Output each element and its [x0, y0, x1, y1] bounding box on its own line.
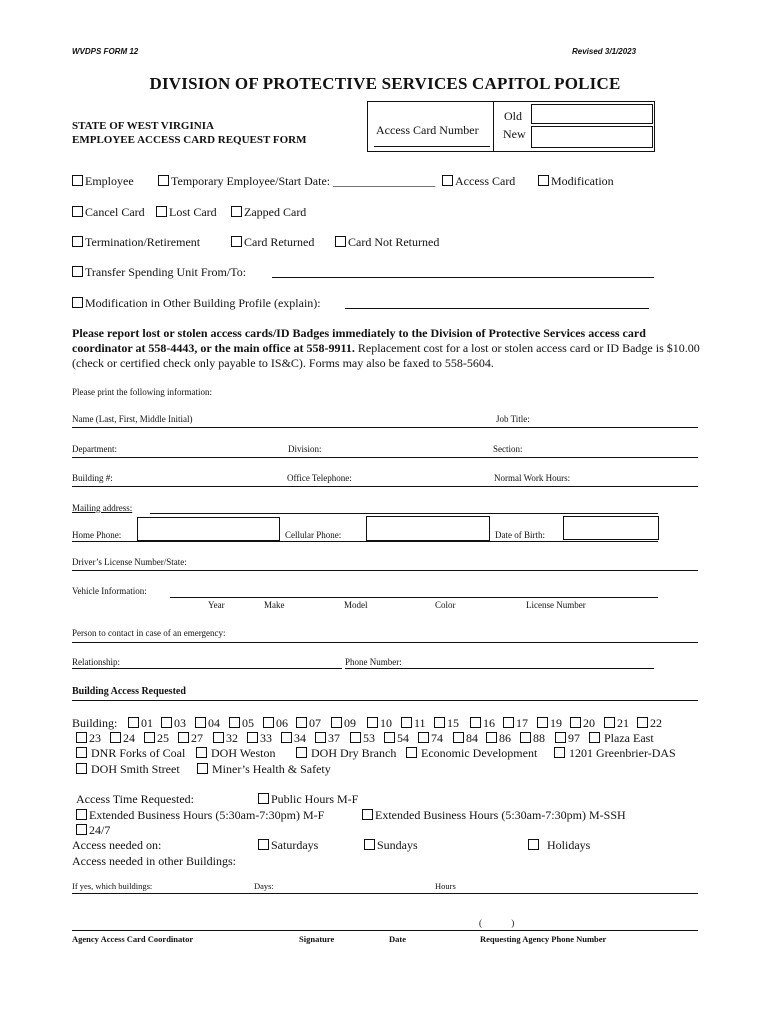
- access-card-number-label: Access Card Number: [376, 123, 479, 137]
- building-option-23[interactable]: [76, 731, 101, 746]
- building-option-11[interactable]: [401, 716, 426, 731]
- building-label: Building #:: [72, 473, 113, 483]
- extended-mf-checkbox[interactable]: [76, 809, 87, 820]
- old-card-number-field[interactable]: [531, 104, 653, 124]
- building-option-22[interactable]: [637, 716, 662, 731]
- building-option-20[interactable]: [570, 716, 595, 731]
- building-option-label: 97: [568, 731, 580, 745]
- division-label: Division:: [288, 444, 322, 454]
- agency-phone-label: Requesting Agency Phone Number: [480, 934, 607, 944]
- always-option[interactable]: 24/7: [76, 823, 110, 838]
- phone-row-underline: [72, 541, 658, 542]
- building-checkbox-19[interactable]: [537, 717, 548, 728]
- which-buildings-field[interactable]: [72, 893, 698, 894]
- building-option-label: 25: [157, 731, 169, 745]
- building-option-economic-development[interactable]: [406, 746, 537, 761]
- building-option-label: 07: [309, 716, 321, 730]
- building-checkbox-25[interactable]: [144, 732, 155, 743]
- building-option-label: 09: [344, 716, 356, 730]
- building-option-label: 16: [483, 716, 495, 730]
- building-checkbox-15[interactable]: [434, 717, 445, 728]
- building-option-label: 33: [260, 731, 272, 745]
- office-phone-label: Office Telephone:: [287, 473, 352, 483]
- building-option-label: 86: [499, 731, 511, 745]
- building-checkbox-84[interactable]: [453, 732, 464, 743]
- building-option-label: 06: [276, 716, 288, 730]
- card-not-returned-checkbox[interactable]: [335, 236, 346, 247]
- saturdays-checkbox[interactable]: [258, 839, 269, 850]
- building-checkbox-plaza-east[interactable]: [589, 732, 600, 743]
- days-label: Days:: [254, 881, 274, 891]
- transfer-checkbox[interactable]: [72, 266, 83, 277]
- vehicle-model-label: Model: [344, 600, 368, 610]
- job-title-label: Job Title:: [496, 414, 530, 424]
- extended-mf-option[interactable]: Extended Business Hours (5:30am-7:30pm) M-F: [76, 808, 324, 823]
- building-checkbox-20[interactable]: [570, 717, 581, 728]
- name-label: Name (Last, First, Middle Initial): [72, 414, 193, 424]
- building-option-04[interactable]: [195, 716, 220, 731]
- termination-option[interactable]: Termination/Retirement: [72, 235, 200, 250]
- vehicle-color-label: Color: [435, 600, 456, 610]
- sundays-checkbox[interactable]: [364, 839, 375, 850]
- building-checkbox-miner-s-health-safety[interactable]: [197, 763, 208, 774]
- building-option-label: DOH Weston: [211, 746, 276, 760]
- public-hours-checkbox[interactable]: [258, 793, 269, 804]
- card-returned-checkbox[interactable]: [231, 236, 242, 247]
- building-checkbox-22[interactable]: [637, 717, 648, 728]
- home-phone-field[interactable]: [137, 517, 280, 541]
- building-option-label: 03: [174, 716, 186, 730]
- mailing-field[interactable]: [150, 513, 658, 514]
- building-option-09[interactable]: [331, 716, 356, 731]
- building-checkbox-86[interactable]: [486, 732, 497, 743]
- new-card-number-field[interactable]: [531, 126, 653, 148]
- building-option-label: 17: [516, 716, 528, 730]
- building-option-97[interactable]: [555, 731, 580, 746]
- building-option-label: 84: [466, 731, 478, 745]
- building-option-label: 1201 Greenbrier-DAS: [569, 746, 676, 760]
- building-option-label: Plaza East: [604, 731, 654, 745]
- modification-building-field[interactable]: [345, 308, 649, 309]
- state-label: STATE OF WEST VIRGINIA: [72, 120, 214, 132]
- building-checkbox-dnr-forks-of-coal[interactable]: [76, 747, 87, 758]
- emergency-field[interactable]: [72, 642, 698, 643]
- other-buildings-label: Access needed in other Buildings:: [72, 854, 236, 868]
- extended-mssh-option[interactable]: Extended Business Hours (5:30am-7:30pm) M-SSH: [362, 808, 626, 823]
- building-option-25[interactable]: [144, 731, 169, 746]
- building-checkbox-17[interactable]: [503, 717, 514, 728]
- holidays-option[interactable]: Holidays: [528, 838, 590, 853]
- building-checkbox-34[interactable]: [281, 732, 292, 743]
- vehicle-plate-label: License Number: [526, 600, 586, 610]
- vehicle-label: Vehicle Information:: [72, 586, 147, 596]
- cell-phone-label: Cellular Phone:: [285, 530, 342, 540]
- building-option-label: 22: [650, 716, 662, 730]
- building-option-label: Miner’s Health & Safety: [212, 762, 331, 776]
- print-instructions: Please print the following information:: [72, 387, 212, 397]
- dob-label: Date of Birth:: [495, 530, 545, 540]
- which-buildings-label: If yes, which buildings:: [72, 881, 153, 891]
- department-label: Department:: [72, 444, 117, 454]
- building-option-label: 01: [141, 716, 153, 730]
- public-hours-option[interactable]: Public Hours M-F: [258, 792, 358, 807]
- building-option-label: 74: [431, 731, 443, 745]
- coordinator-label: Agency Access Card Coordinator: [72, 934, 194, 944]
- vehicle-make-label: Make: [264, 600, 285, 610]
- dob-field[interactable]: [563, 516, 659, 540]
- building-checkbox-97[interactable]: [555, 732, 566, 743]
- building-option-17[interactable]: [503, 716, 528, 731]
- building-access-heading: Building Access Requested: [72, 686, 186, 697]
- temporary-checkbox[interactable]: [158, 175, 169, 186]
- modification-option[interactable]: Modification: [538, 174, 614, 189]
- access-card-option[interactable]: Access Card: [442, 174, 515, 189]
- old-label: Old: [504, 109, 522, 123]
- building-option-27[interactable]: [178, 731, 203, 746]
- building-checkbox-27[interactable]: [178, 732, 189, 743]
- building-checkbox-1201-greenbrier-das[interactable]: [554, 747, 565, 758]
- signature-label: Signature: [299, 934, 335, 944]
- department-field[interactable]: [72, 457, 698, 458]
- building-option-53[interactable]: [350, 731, 375, 746]
- building-option-label: 15: [447, 716, 459, 730]
- emergency-phone-field[interactable]: [345, 668, 654, 669]
- building-option-dnr-forks-of-coal[interactable]: [76, 746, 185, 761]
- building-option-32[interactable]: [213, 731, 238, 746]
- building-checkbox-24[interactable]: [110, 732, 121, 743]
- extended-mssh-checkbox[interactable]: [362, 809, 373, 820]
- building-option-label: DNR Forks of Coal: [91, 746, 186, 760]
- building-option-01[interactable]: [128, 716, 153, 731]
- building-checkbox-09[interactable]: [331, 717, 342, 728]
- saturdays-option[interactable]: Saturdays: [258, 838, 318, 853]
- building-checkbox-33[interactable]: [247, 732, 258, 743]
- emergency-label: Person to contact in case of an emergency:: [72, 628, 226, 638]
- building-option-74[interactable]: [418, 731, 443, 746]
- section-label: Section:: [493, 444, 523, 454]
- building-checkbox-16[interactable]: [470, 717, 481, 728]
- transfer-field[interactable]: [272, 277, 654, 278]
- building-option-05[interactable]: [229, 716, 254, 731]
- building-option-24[interactable]: [110, 731, 135, 746]
- building-checkbox-04[interactable]: [195, 717, 206, 728]
- building-checkbox-doh-weston[interactable]: [196, 747, 207, 758]
- divider: [493, 101, 494, 152]
- building-option-88[interactable]: [520, 731, 545, 746]
- building-option-label: DOH Smith Street: [91, 762, 180, 776]
- building-option-label: 11: [414, 716, 426, 730]
- building-option-15[interactable]: [434, 716, 459, 731]
- relationship-field[interactable]: [72, 668, 342, 669]
- building-option-label: 24: [123, 731, 135, 745]
- building-checkbox-88[interactable]: [520, 732, 531, 743]
- building-option-label: 21: [617, 716, 629, 730]
- form-name: EMPLOYEE ACCESS CARD REQUEST FORM: [72, 134, 307, 146]
- building-checkbox-07[interactable]: [296, 717, 307, 728]
- transfer-option[interactable]: Transfer Spending Unit From/To:: [72, 265, 246, 280]
- building-checkbox-doh-dry-branch[interactable]: [296, 747, 307, 758]
- building-option-19[interactable]: [537, 716, 562, 731]
- building-checkbox-32[interactable]: [213, 732, 224, 743]
- cancel-card-option[interactable]: Cancel Card: [72, 205, 145, 220]
- home-phone-label: Home Phone:: [72, 530, 122, 540]
- building-option-doh-dry-branch[interactable]: [296, 746, 396, 761]
- building-checkbox-54[interactable]: [384, 732, 395, 743]
- building-option-84[interactable]: [453, 731, 478, 746]
- license-label: Driver’s License Number/State:: [72, 557, 187, 567]
- building-option-33[interactable]: [247, 731, 272, 746]
- building-option-doh-weston[interactable]: [196, 746, 275, 761]
- building-option-10[interactable]: [367, 716, 392, 731]
- signature-line[interactable]: [72, 930, 698, 931]
- building-checkbox-53[interactable]: [350, 732, 361, 743]
- modification-building-checkbox[interactable]: [72, 297, 83, 308]
- holidays-checkbox[interactable]: [528, 839, 539, 850]
- building-checkbox-economic-development[interactable]: [406, 747, 417, 758]
- building-option-label: 23: [89, 731, 101, 745]
- access-time-label: Access Time Requested:: [76, 792, 194, 806]
- building-option-21[interactable]: [604, 716, 629, 731]
- sundays-option[interactable]: Sundays: [364, 838, 418, 853]
- building-option-label: 10: [380, 716, 392, 730]
- employee-option[interactable]: Employee: [72, 174, 134, 189]
- card-not-returned-option[interactable]: Card Not Returned: [335, 235, 439, 250]
- building-option-label: 37: [328, 731, 340, 745]
- building-checkbox-37[interactable]: [315, 732, 326, 743]
- vehicle-year-label: Year: [208, 600, 225, 610]
- building-access-rule: [72, 700, 698, 701]
- building-option-label: 05: [242, 716, 254, 730]
- employee-checkbox[interactable]: [72, 175, 83, 186]
- building-checkbox-74[interactable]: [418, 732, 429, 743]
- building-option-doh-smith-street[interactable]: [76, 762, 180, 777]
- phone-parentheses: ( ): [479, 918, 515, 928]
- card-number-underline: [374, 146, 490, 147]
- building-option-16[interactable]: [470, 716, 495, 731]
- building-checkbox-11[interactable]: [401, 717, 412, 728]
- building-option-label: 27: [191, 731, 203, 745]
- building-checkbox-05[interactable]: [229, 717, 240, 728]
- building-option-06[interactable]: [263, 716, 288, 731]
- license-field[interactable]: [72, 570, 698, 571]
- building-option-37[interactable]: [315, 731, 340, 746]
- always-checkbox[interactable]: [76, 824, 87, 835]
- lost-card-option[interactable]: Lost Card: [156, 205, 217, 220]
- zapped-card-checkbox[interactable]: [231, 206, 242, 217]
- cell-phone-field[interactable]: [366, 516, 490, 541]
- date-label: Date: [389, 934, 406, 944]
- building-option-miner-s-health-safety[interactable]: [197, 762, 331, 777]
- building-option-07[interactable]: [296, 716, 321, 731]
- vehicle-field[interactable]: [170, 597, 658, 598]
- building-checkbox-01[interactable]: [128, 717, 139, 728]
- building-option-label: 53: [363, 731, 375, 745]
- temporary-option[interactable]: Temporary Employee/Start Date: _________________: [158, 174, 435, 189]
- building-field[interactable]: [72, 486, 698, 487]
- building-option-label: 54: [397, 731, 409, 745]
- building-checkbox-06[interactable]: [263, 717, 274, 728]
- page-title: DIVISION OF PROTECTIVE SERVICES CAPITOL POLICE: [149, 74, 621, 93]
- building-option-plaza-east[interactable]: [589, 731, 654, 746]
- termination-checkbox[interactable]: [72, 236, 83, 247]
- zapped-card-option[interactable]: Zapped Card: [231, 205, 306, 220]
- phone-number-label: Phone Number:: [345, 657, 402, 667]
- work-hours-label: Normal Work Hours:: [494, 473, 571, 483]
- revised-date: Revised 3/1/2023: [572, 47, 637, 56]
- building-option-03[interactable]: [161, 716, 186, 731]
- building-option-54[interactable]: [384, 731, 409, 746]
- mailing-label: Mailing address:: [72, 503, 133, 513]
- building-option-label: 19: [550, 716, 562, 730]
- access-card-checkbox[interactable]: [442, 175, 453, 186]
- building-option-86[interactable]: [486, 731, 511, 746]
- building-checkbox-10[interactable]: [367, 717, 378, 728]
- needed-on-label: Access needed on:: [72, 838, 162, 852]
- building-checkbox-23[interactable]: [76, 732, 87, 743]
- building-checkbox-doh-smith-street[interactable]: [76, 763, 87, 774]
- relationship-label: Relationship:: [72, 657, 120, 667]
- building-label: Building:: [72, 716, 118, 730]
- building-option-label: 32: [226, 731, 238, 745]
- hours-label: Hours: [435, 881, 456, 891]
- modification-checkbox[interactable]: [538, 175, 549, 186]
- building-option-label: 04: [208, 716, 220, 730]
- new-label: New: [503, 127, 526, 141]
- building-checkbox-21[interactable]: [604, 717, 615, 728]
- lost-card-checkbox[interactable]: [156, 206, 167, 217]
- building-option-label: DOH Dry Branch: [311, 746, 397, 760]
- form-id: WVDPS FORM 12: [72, 47, 139, 56]
- modification-building-option[interactable]: Modification in Other Building Profile (explain):: [72, 296, 321, 311]
- name-field[interactable]: [72, 427, 698, 428]
- building-option-label: 20: [583, 716, 595, 730]
- building-option-label: 88: [533, 731, 545, 745]
- building-option-34[interactable]: [281, 731, 306, 746]
- building-option-1201-greenbrier-das[interactable]: [554, 746, 676, 761]
- building-checkbox-03[interactable]: [161, 717, 172, 728]
- cancel-card-checkbox[interactable]: [72, 206, 83, 217]
- notice-paragraph: Please report lost or stolen access cards/ID Badges immediately to the Division of Protective Services access card coordinator at 558-4443, or the main office at 558-9911. Replacement cost for a lost or stolen access card or ID Badge is $10.00 (check or certified check only payable to IS&C). Forms may also be faxed to 558-5604.: [72, 326, 700, 370]
- building-option-label: Economic Development: [421, 746, 538, 760]
- card-returned-option[interactable]: Card Returned: [231, 235, 314, 250]
- building-option-label: 34: [294, 731, 306, 745]
